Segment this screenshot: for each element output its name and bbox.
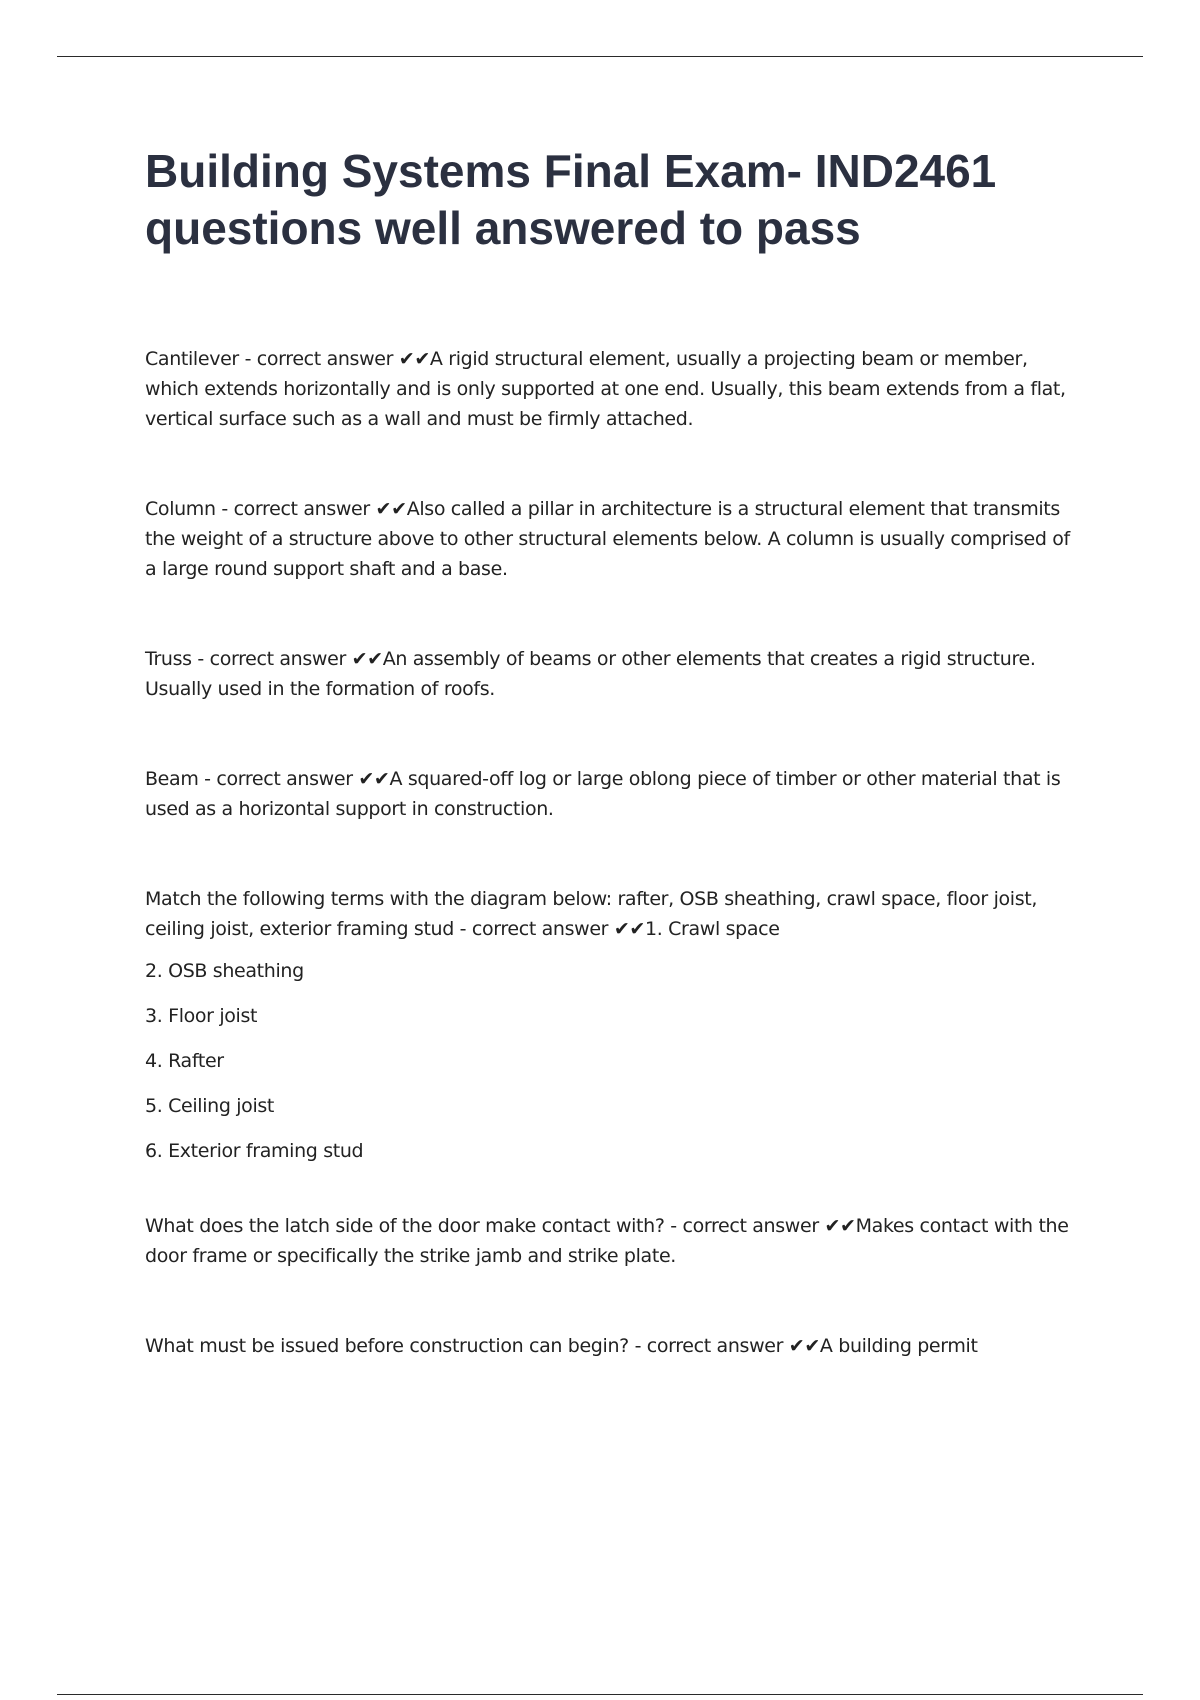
qa-answer: 1. Crawl space	[644, 918, 780, 940]
page-title: Building Systems Final Exam- IND2461 questions well answered to pass	[145, 145, 997, 254]
qa-answer: Also called a pillar in architecture is a structural element that transmits the weight of a structure above to other structural elements below. A column is usually comprised of a large round support shaft and a base.	[145, 498, 1070, 580]
top-rule	[57, 56, 1143, 57]
qa-entry: What must be issued before construction can begin? - correct answer ✔✔A building permit	[145, 1335, 978, 1357]
qa-entry: Cantilever - correct answer ✔✔A rigid structural element, usually a projecting beam or member, which extends horizontally and is only supported at one end. Usually, this beam extends from a flat, vertical surface such as a wall and must be firmly attached.	[145, 348, 1066, 430]
qa-entry: Truss - correct answer ✔✔An assembly of beams or other elements that creates a rigid structure. Usually used in the formation of roofs.	[145, 648, 1036, 700]
qa-marker: correct answer ✔✔	[646, 1335, 820, 1357]
qa-term: Column	[145, 498, 216, 520]
qa-entry: Column - correct answer ✔✔Also called a pillar in architecture is a structural element that transmits the weight of a structure above to other structural elements below. A column is usually comprised of a large round support shaft and a base.	[145, 498, 1070, 580]
qa-marker: correct answer ✔✔	[216, 768, 390, 790]
qa-answer: A rigid structural element, usually a projecting beam or member, which extends horizontally and is only supported at one end. Usually, this beam extends from a flat, vertical surface such as a wall and must be firmly attached.	[145, 348, 1066, 430]
qa-list	[145, 344, 1085, 1361]
qa-entry: Match the following terms with the diagram below: rafter, OSB sheathing, crawl space, floor joist, ceiling joist, exterior framing stud - correct answer ✔✔1. Crawl space	[145, 888, 1038, 940]
qa-entry: What does the latch side of the door make contact with? - correct answer ✔✔Makes contact with the door frame or specifically the strike jamb and strike plate.	[145, 1215, 1069, 1267]
qa-answer: An assembly of beams or other elements that creates a rigid structure. Usually used in the formation of roofs.	[145, 648, 1036, 700]
qa-term: Cantilever	[145, 348, 239, 370]
qa-answer: A building permit	[819, 1335, 978, 1357]
qa-answer: A squared-off log or large oblong piece of timber or other material that is used as a horizontal support in construction.	[145, 768, 1061, 820]
qa-term: What must be issued before construction can begin?	[145, 1335, 629, 1357]
qa-term: What does the latch side of the door make contact with?	[145, 1215, 665, 1237]
qa-term: Beam	[145, 768, 199, 790]
qa-marker: correct answer ✔✔	[471, 918, 645, 940]
qa-marker: correct answer ✔✔	[682, 1215, 856, 1237]
list-item: 6. Exterior framing stud	[145, 1140, 364, 1162]
qa-term: Match the following terms with the diagram below: rafter, OSB sheathing, crawl space, floor joist, ceiling joist, exterior framing stud	[145, 888, 1038, 940]
qa-term: Truss	[145, 648, 192, 670]
list-item: 2. OSB sheathing	[145, 960, 304, 982]
qa-answer: Makes contact with the door frame or specifically the strike jamb and strike plate.	[145, 1215, 1069, 1267]
qa-entry: Beam - correct answer ✔✔A squared-off log or large oblong piece of timber or other material that is used as a horizontal support in construction.	[145, 768, 1061, 820]
list-item: 3. Floor joist	[145, 1005, 258, 1027]
bottom-rule	[57, 1694, 1143, 1695]
qa-marker: correct answer ✔✔	[233, 498, 407, 520]
answer-list	[145, 956, 1085, 1166]
list-item: 4. Rafter	[145, 1050, 224, 1072]
qa-marker: correct answer ✔✔	[256, 348, 430, 370]
qa-marker: correct answer ✔✔	[209, 648, 383, 670]
list-item: 5. Ceiling joist	[145, 1095, 275, 1117]
